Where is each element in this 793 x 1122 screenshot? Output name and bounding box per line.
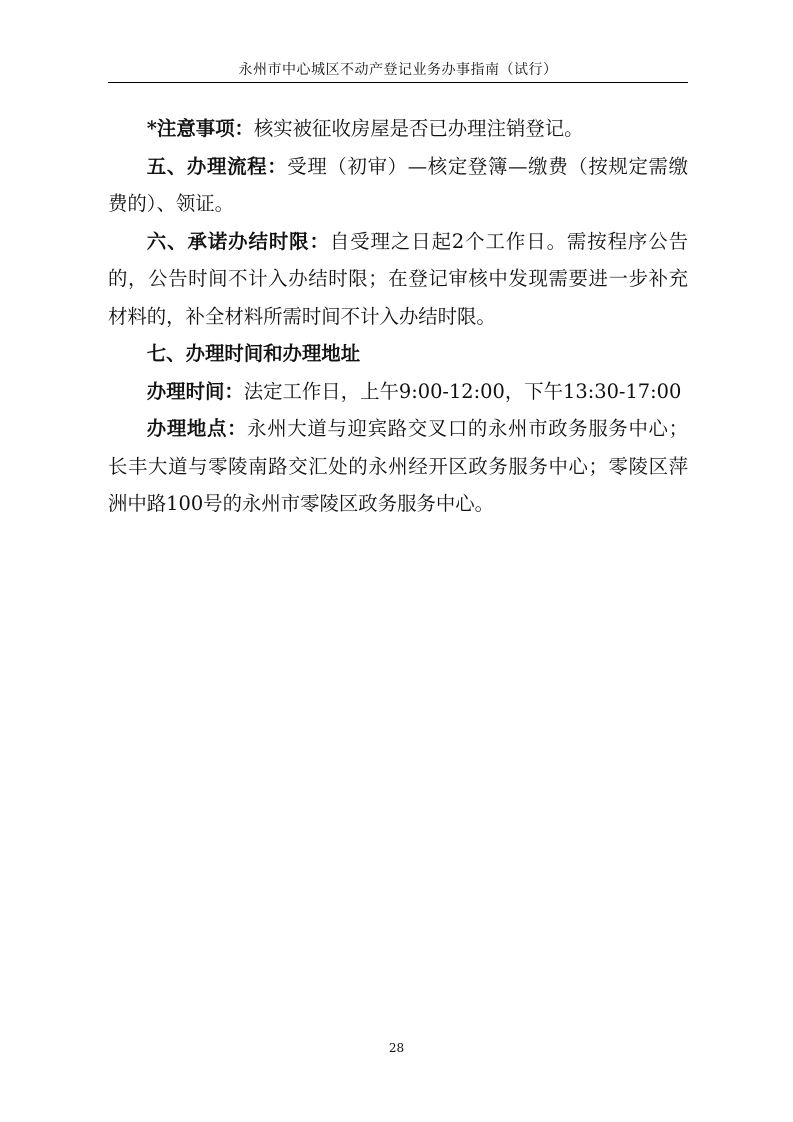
document-body — [108, 110, 688, 523]
paragraph-label: 七、办理时间和办理地址 — [146, 342, 361, 365]
paragraph-label: 办理地点： — [146, 417, 248, 440]
paragraph-label: 五、办理流程： — [146, 154, 288, 178]
paragraph-label: 办理时间： — [146, 379, 244, 403]
page-number: 28 — [388, 1041, 405, 1055]
paragraph-office-locations — [108, 410, 688, 523]
paragraph-label: *注意事项： — [146, 117, 254, 140]
paragraph-text: 受理（初审）—核定登簿—缴费（按规定需缴费的）、领证。 — [108, 154, 689, 215]
paragraph-text: 永州大道与迎宾路交叉口的永州市政务服务中心；长丰大道与零陵南路交汇处的永州经开区政务服务中心；零陵区萍洲中路100号的永州市零陵区政务服务中心。 — [108, 417, 689, 515]
paragraph-text: 核实被征收房屋是否已办理注销登记。 — [253, 117, 584, 140]
paragraph-notes — [108, 110, 688, 148]
paragraph-text: 法定工作日，上午9:00-12:00，下午13:30-17:00 — [243, 379, 682, 403]
page-header: 永州市中心城区不动产登记业务办事指南（试行） — [238, 62, 558, 78]
paragraph-text: 自受理之日起2个工作日。需按程序公告的，公告时间不计入办结时限；在登记审核中发现需要进一步补充材料的，补全材料所需时间不计入办结时限。 — [108, 229, 689, 328]
header-rule — [108, 82, 688, 83]
paragraph-office-hours — [108, 373, 688, 411]
paragraph-time-limit — [108, 223, 688, 336]
paragraph-process — [108, 148, 688, 223]
paragraph-time-address-heading — [108, 335, 688, 373]
paragraph-label: 六、承诺办结时限： — [146, 229, 330, 253]
